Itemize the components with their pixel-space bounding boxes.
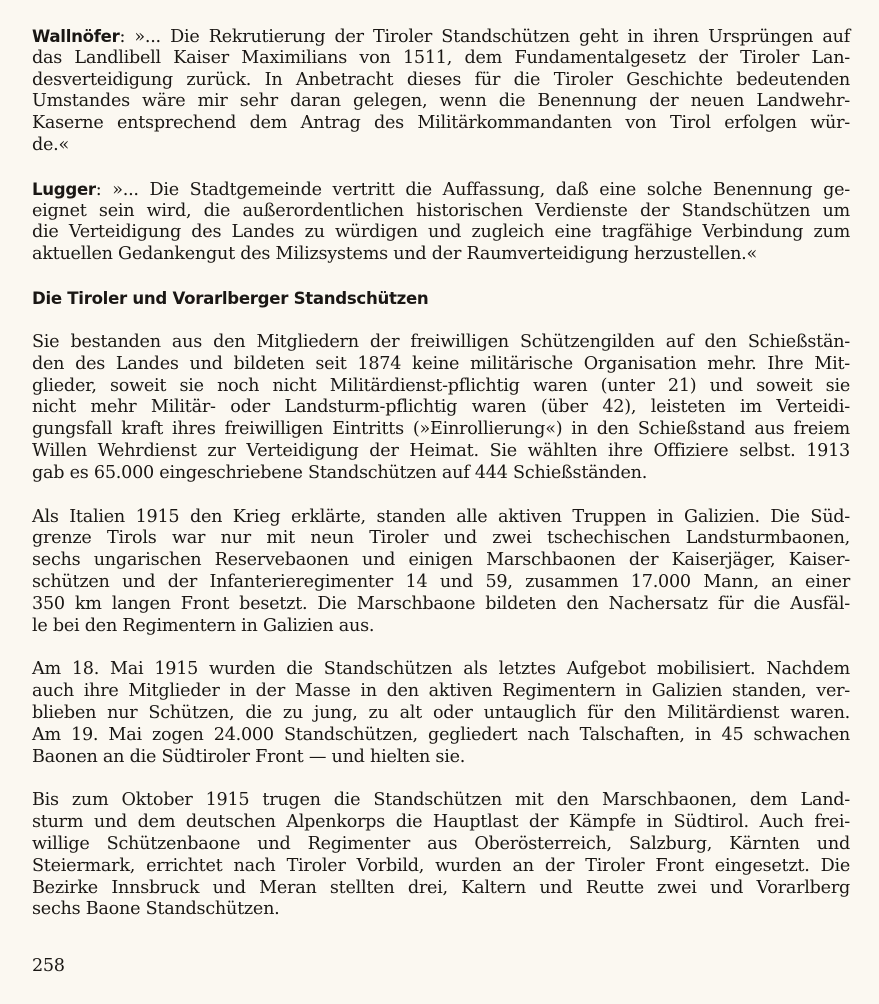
paragraph-line: willige Schützenbaone und Regimenter aus Oberösterreich, Salzburg, Kärnten und (32, 833, 850, 854)
paragraph-line: gungsfall kraft ihres freiwilligen Eintritts (»Einrollierung«) in den Schießstand aus freiem (32, 419, 850, 440)
paragraph-line: den des Landes und bildeten seit 1874 keine militärische Organisation mehr. Ihre Mit- (32, 353, 850, 374)
paragraph-line: sechs Baone Standschützen. (32, 899, 280, 920)
page-body (32, 26, 850, 943)
paragraph-line: schützen und der Infanterieregimenter 14 und 59, zusammen 17.000 Mann, an einer (32, 571, 850, 592)
paragraph-mobilisierung (32, 659, 850, 768)
quote-line: Lugger: »... Die Stadtgemeinde vertritt die Auffassung, daß eine solche Benennung ge- (32, 179, 850, 200)
paragraph-standschuetzen (32, 332, 850, 485)
quote-line: desverteidigung zurück. In Anbetracht dieses für die Tiroler Geschichte bedeutenden (32, 69, 850, 90)
quote-line: Wallnöfer: »... Die Rekrutierung der Tiroler Standschützen geht in ihren Ursprüngen auf (32, 27, 850, 47)
paragraph-line: 350 km langen Front besetzt. Die Marschbaone bildeten den Nachersatz für die Ausfäl- (32, 593, 850, 614)
quote-line: Umstandes wäre mir sehr daran gelegen, wenn die Benennung der neuen Landwehr- (32, 91, 850, 112)
quote-line: das Landlibell Kaiser Maximilians von 1511, dem Fundamentalgesetz der Tiroler Lan- (32, 47, 850, 68)
paragraph-line: sturm und dem deutschen Alpenkorps die Hauptlast der Kämpfe in Südtirol. Auch frei- (32, 812, 850, 833)
paragraph-line: Bezirke Innsbruck und Meran stellten drei, Kaltern und Reutte zwei und Vorarlberg (32, 877, 850, 898)
paragraph-line: nicht mehr Militär- oder Landsturm-pflichtig waren (über 42), leisteten im Verteidi- (32, 397, 850, 418)
section-heading: Die Tiroler und Vorarlberger Standschützen (32, 288, 429, 308)
paragraph-line: Sie bestanden aus den Mitgliedern der freiwilligen Schützengilden auf den Schießstän- (32, 331, 850, 352)
paragraph-line: Bis zum Oktober 1915 trugen die Standschützen mit den Marschbaonen, dem Land- (32, 790, 850, 811)
paragraph-line: Als Italien 1915 den Krieg erklärte, standen alle aktiven Truppen in Galizien. Die Süd- (32, 506, 850, 527)
paragraph-line: sechs ungarischen Reservebaonen und einigen Marschbaonen der Kaiserjäger, Kaiser- (32, 550, 850, 571)
speaker-name: Wallnöfer (32, 27, 120, 46)
paragraph-line: auch ihre Mitglieder in der Masse in den aktiven Regimentern in Galizien standen, ver- (32, 681, 850, 702)
paragraph-line: Steiermark, errichtet nach Tiroler Vorbild, wurden an der Tiroler Front eingesetzt. Die (32, 855, 850, 876)
paragraph-line: grenze Tirols war nur mit neun Tiroler und zwei tschechischen Landsturmbaonen, (32, 528, 850, 549)
quote-line: de.« (32, 134, 70, 155)
speaker-name: Lugger (32, 179, 96, 199)
page-number: 258 (32, 956, 65, 976)
paragraph-oktober-1915 (32, 790, 850, 921)
paragraph-line: Am 18. Mai 1915 wurden die Standschützen als letztes Aufgebot mobilisiert. Nachdem (32, 659, 850, 680)
quote-wallnoefer (32, 26, 850, 157)
quote-lugger (32, 179, 850, 266)
paragraph-line: Willen Wehrdienst zur Verteidigung der Heimat. Sie wählten ihre Offiziere selbst. 1913 (32, 440, 850, 461)
quote-line: Kaserne entsprechend dem Antrag des Militärkommandanten von Tirol erfolgen wür- (32, 113, 850, 134)
paragraph-line: blieben nur Schützen, die zu jung, zu alt oder untauglich für den Militärdienst waren. (32, 702, 850, 723)
paragraph-line: Am 19. Mai zogen 24.000 Standschützen, gegliedert nach Talschaften, in 45 schwachen (32, 724, 850, 745)
quote-line: die Verteidigung des Landes zu würdigen und zugleich eine tragfähige Verbindung zum (32, 222, 850, 243)
quote-line: eignet sein wird, die außerordentlichen historischen Verdienste der Standschützen um (32, 200, 850, 221)
paragraph-italien-1915 (32, 507, 850, 638)
paragraph-line: gab es 65.000 eingeschriebene Standschützen auf 444 Schießständen. (32, 462, 648, 483)
paragraph-line: glieder, soweit sie noch nicht Militärdienst-pflichtig waren (unter 21) und soweit sie (32, 375, 850, 396)
paragraph-line: Baonen an die Südtiroler Front — und hielten sie. (32, 746, 466, 767)
quote-line: aktuellen Gedankengut des Milizsystems und der Raumverteidigung herzustellen.« (32, 244, 758, 265)
paragraph-line: le bei den Regimentern in Galizien aus. (32, 615, 375, 636)
